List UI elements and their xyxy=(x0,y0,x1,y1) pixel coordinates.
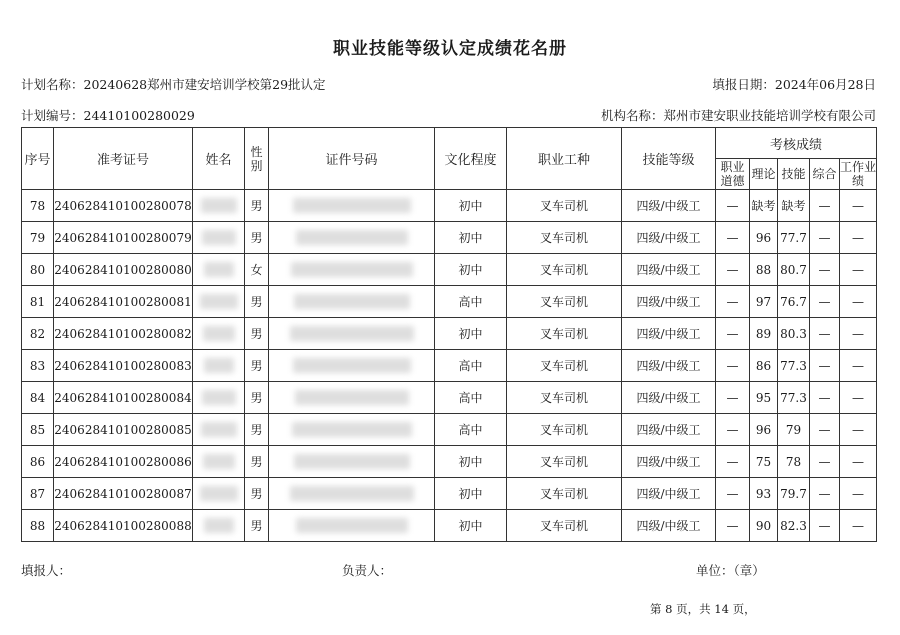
table-row xyxy=(22,414,877,446)
cell-ticket: 240628410100280086 xyxy=(54,446,193,478)
cell-ethics: — xyxy=(716,382,750,414)
redacted-name xyxy=(193,414,245,446)
cell-job: 叉车司机 xyxy=(507,446,622,478)
org-name: 机构名称：郑州市建安职业技能培训学校有限公司 xyxy=(600,108,876,123)
cell-seq: 81 xyxy=(22,286,54,318)
cell-seq: 79 xyxy=(22,222,54,254)
redaction-blur xyxy=(291,262,413,277)
score-roster-table xyxy=(21,127,877,542)
cell-ticket: 240628410100280080 xyxy=(54,254,193,286)
redaction-blur xyxy=(294,454,410,469)
cell-edu: 初中 xyxy=(435,318,507,350)
header-level: 技能等级 xyxy=(622,128,716,190)
cell-overall: — xyxy=(810,510,840,542)
redaction-blur xyxy=(204,262,234,277)
header-skill: 技能 xyxy=(778,159,810,190)
cell-level: 四级/中级工 xyxy=(622,350,716,382)
cell-skill: 82.3 xyxy=(778,510,810,542)
cell-skill: 80.7 xyxy=(778,254,810,286)
table-row xyxy=(22,510,877,542)
unit-seal-label: 单位：（章） xyxy=(696,563,765,578)
cell-level: 四级/中级工 xyxy=(622,510,716,542)
header-ethics: 职业道德 xyxy=(716,159,750,190)
cell-ethics: — xyxy=(716,318,750,350)
fill-date: 填报日期：2024年06月28日 xyxy=(712,77,876,92)
cell-seq: 83 xyxy=(22,350,54,382)
cell-theory: 96 xyxy=(750,222,778,254)
redaction-blur xyxy=(203,326,235,341)
document-title: 职业技能等级认定成绩花名册 xyxy=(333,39,567,59)
cell-skill: 77.7 xyxy=(778,222,810,254)
redaction-blur xyxy=(293,198,411,213)
redacted-name xyxy=(193,222,245,254)
header-gender: 性别 xyxy=(245,128,269,190)
cell-work: — xyxy=(840,478,877,510)
redacted-name xyxy=(193,510,245,542)
cell-theory: 75 xyxy=(750,446,778,478)
redacted-id-number xyxy=(269,382,435,414)
table-row xyxy=(22,446,877,478)
cell-skill: 79 xyxy=(778,414,810,446)
table-row xyxy=(22,222,877,254)
responsible-label: 负责人： xyxy=(342,563,393,578)
table-row xyxy=(22,382,877,414)
cell-theory: 93 xyxy=(750,478,778,510)
cell-skill: 79.7 xyxy=(778,478,810,510)
cell-job: 叉车司机 xyxy=(507,286,622,318)
cell-ethics: — xyxy=(716,222,750,254)
redaction-blur xyxy=(201,422,237,437)
page-indicator: 第 8 页，共 14 页， xyxy=(650,602,756,616)
cell-ticket: 240628410100280085 xyxy=(54,414,193,446)
cell-job: 叉车司机 xyxy=(507,414,622,446)
cell-seq: 82 xyxy=(22,318,54,350)
cell-skill: 78 xyxy=(778,446,810,478)
cell-gender: 男 xyxy=(245,510,269,542)
cell-edu: 高中 xyxy=(435,286,507,318)
cell-overall: — xyxy=(810,350,840,382)
cell-ticket: 240628410100280081 xyxy=(54,286,193,318)
cell-level: 四级/中级工 xyxy=(622,446,716,478)
redaction-blur xyxy=(293,358,411,373)
cell-ethics: — xyxy=(716,510,750,542)
cell-ethics: — xyxy=(716,446,750,478)
redaction-blur xyxy=(204,358,234,373)
cell-theory: 86 xyxy=(750,350,778,382)
cell-ethics: — xyxy=(716,286,750,318)
redacted-id-number xyxy=(269,286,435,318)
cell-ethics: — xyxy=(716,414,750,446)
cell-skill: 77.3 xyxy=(778,350,810,382)
cell-theory: 缺考 xyxy=(750,190,778,222)
redacted-id-number xyxy=(269,318,435,350)
redaction-blur xyxy=(296,230,408,245)
cell-skill: 80.3 xyxy=(778,318,810,350)
redacted-name xyxy=(193,478,245,510)
cell-ticket: 240628410100280083 xyxy=(54,350,193,382)
redacted-id-number xyxy=(269,414,435,446)
plan-number: 计划编号：24410100280029 xyxy=(21,108,195,123)
cell-job: 叉车司机 xyxy=(507,222,622,254)
redaction-blur xyxy=(201,198,237,213)
header-work: 工作业绩 xyxy=(840,160,877,188)
cell-theory: 95 xyxy=(750,382,778,414)
table-row xyxy=(22,350,877,382)
redacted-id-number xyxy=(269,446,435,478)
redacted-id-number xyxy=(269,222,435,254)
cell-skill: 缺考 xyxy=(778,190,810,222)
cell-job: 叉车司机 xyxy=(507,318,622,350)
redacted-name xyxy=(193,382,245,414)
cell-gender: 男 xyxy=(245,222,269,254)
redacted-name xyxy=(193,286,245,318)
redacted-name xyxy=(193,318,245,350)
cell-ticket: 240628410100280079 xyxy=(54,222,193,254)
cell-theory: 90 xyxy=(750,510,778,542)
redaction-blur xyxy=(295,390,409,405)
cell-level: 四级/中级工 xyxy=(622,286,716,318)
redaction-blur xyxy=(294,294,410,309)
redacted-id-number xyxy=(269,350,435,382)
redacted-name xyxy=(193,446,245,478)
redacted-name xyxy=(193,350,245,382)
cell-overall: — xyxy=(810,414,840,446)
redacted-id-number xyxy=(269,254,435,286)
header-job: 职业工种 xyxy=(507,128,622,190)
header-name: 姓名 xyxy=(193,128,245,190)
cell-level: 四级/中级工 xyxy=(622,478,716,510)
cell-gender: 女 xyxy=(245,254,269,286)
cell-job: 叉车司机 xyxy=(507,382,622,414)
redacted-id-number xyxy=(269,190,435,222)
cell-seq: 88 xyxy=(22,510,54,542)
cell-work: — xyxy=(840,446,877,478)
cell-edu: 初中 xyxy=(435,510,507,542)
cell-seq: 80 xyxy=(22,254,54,286)
cell-work: — xyxy=(840,190,877,222)
cell-work: — xyxy=(840,318,877,350)
cell-ticket: 240628410100280087 xyxy=(54,478,193,510)
cell-work: — xyxy=(840,350,877,382)
cell-skill: 76.7 xyxy=(778,286,810,318)
redaction-blur xyxy=(204,518,234,533)
table-row xyxy=(22,254,877,286)
cell-ethics: — xyxy=(716,254,750,286)
redacted-name xyxy=(193,254,245,286)
cell-ticket: 240628410100280082 xyxy=(54,318,193,350)
cell-seq: 87 xyxy=(22,478,54,510)
cell-edu: 初中 xyxy=(435,190,507,222)
table-row xyxy=(22,318,877,350)
plan-name: 计划名称：20240628郑州市建安培训学校第29批认定 xyxy=(21,77,326,92)
cell-gender: 男 xyxy=(245,446,269,478)
cell-gender: 男 xyxy=(245,286,269,318)
table-row xyxy=(22,478,877,510)
cell-gender: 男 xyxy=(245,414,269,446)
cell-job: 叉车司机 xyxy=(507,350,622,382)
cell-edu: 高中 xyxy=(435,382,507,414)
header-id: 证件号码 xyxy=(269,128,435,190)
cell-level: 四级/中级工 xyxy=(622,254,716,286)
cell-seq: 84 xyxy=(22,382,54,414)
cell-edu: 高中 xyxy=(435,414,507,446)
redaction-blur xyxy=(200,486,238,501)
header-overall: 综合 xyxy=(810,159,840,190)
cell-theory: 88 xyxy=(750,254,778,286)
cell-overall: — xyxy=(810,478,840,510)
cell-level: 四级/中级工 xyxy=(622,190,716,222)
table-row xyxy=(22,190,877,222)
cell-job: 叉车司机 xyxy=(507,190,622,222)
cell-overall: — xyxy=(810,382,840,414)
cell-edu: 初中 xyxy=(435,478,507,510)
table-row xyxy=(22,286,877,318)
redaction-blur xyxy=(202,230,236,245)
cell-skill: 77.3 xyxy=(778,382,810,414)
cell-theory: 96 xyxy=(750,414,778,446)
cell-ticket: 240628410100280078 xyxy=(54,190,193,222)
cell-ethics: — xyxy=(716,190,750,222)
cell-work: — xyxy=(840,382,877,414)
cell-theory: 97 xyxy=(750,286,778,318)
cell-seq: 78 xyxy=(22,190,54,222)
cell-edu: 初中 xyxy=(435,254,507,286)
cell-overall: — xyxy=(810,254,840,286)
cell-ticket: 240628410100280084 xyxy=(54,382,193,414)
redacted-name xyxy=(193,190,245,222)
redaction-blur xyxy=(292,422,412,437)
cell-seq: 85 xyxy=(22,414,54,446)
redacted-id-number xyxy=(269,510,435,542)
redaction-blur xyxy=(296,518,408,533)
cell-overall: — xyxy=(810,446,840,478)
cell-work: — xyxy=(840,222,877,254)
redaction-blur xyxy=(202,390,236,405)
cell-ethics: — xyxy=(716,478,750,510)
cell-job: 叉车司机 xyxy=(507,254,622,286)
cell-edu: 初中 xyxy=(435,446,507,478)
header-seq: 序号 xyxy=(22,128,54,190)
cell-level: 四级/中级工 xyxy=(622,318,716,350)
cell-ticket: 240628410100280088 xyxy=(54,510,193,542)
cell-work: — xyxy=(840,254,877,286)
cell-ethics: — xyxy=(716,350,750,382)
cell-level: 四级/中级工 xyxy=(622,222,716,254)
cell-overall: — xyxy=(810,190,840,222)
cell-work: — xyxy=(840,286,877,318)
cell-level: 四级/中级工 xyxy=(622,382,716,414)
header-ticket: 准考证号 xyxy=(54,128,193,190)
redaction-blur xyxy=(200,294,238,309)
cell-job: 叉车司机 xyxy=(507,478,622,510)
cell-gender: 男 xyxy=(245,190,269,222)
cell-work: — xyxy=(840,510,877,542)
cell-level: 四级/中级工 xyxy=(622,414,716,446)
redaction-blur xyxy=(290,326,414,341)
cell-job: 叉车司机 xyxy=(507,510,622,542)
redaction-blur xyxy=(203,454,235,469)
header-assessment-scores: 考核成绩 xyxy=(716,128,877,159)
cell-theory: 89 xyxy=(750,318,778,350)
cell-gender: 男 xyxy=(245,318,269,350)
cell-gender: 男 xyxy=(245,350,269,382)
cell-gender: 男 xyxy=(245,478,269,510)
filler-label: 填报人： xyxy=(21,563,72,578)
redacted-id-number xyxy=(269,478,435,510)
cell-work: — xyxy=(840,414,877,446)
header-theory: 理论 xyxy=(750,159,778,190)
cell-overall: — xyxy=(810,286,840,318)
cell-edu: 高中 xyxy=(435,350,507,382)
cell-gender: 男 xyxy=(245,382,269,414)
header-edu: 文化程度 xyxy=(435,128,507,190)
redaction-blur xyxy=(290,486,414,501)
cell-edu: 初中 xyxy=(435,222,507,254)
cell-overall: — xyxy=(810,222,840,254)
cell-seq: 86 xyxy=(22,446,54,478)
cell-overall: — xyxy=(810,318,840,350)
